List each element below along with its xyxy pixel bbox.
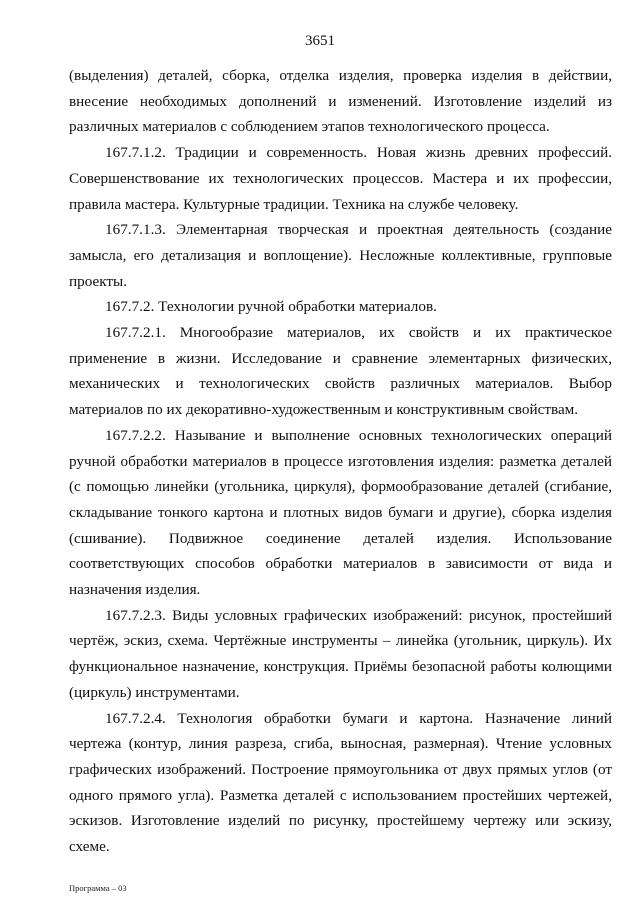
paragraph-167-7-2-1: 167.7.2.1. Многообразие материалов, их свойств и их практическое применение в жизни. Исследование и сравнение элементарных физических, механических и технологических свойств различных материалов. Выбор материалов по их декоративно-художественным и конструктивным свойствам. bbox=[69, 324, 612, 419]
paragraph-167-7-2-2: 167.7.2.2. Называние и выполнение основных технологических операций ручной обработки материалов в процессе изготовления изделия: разметка деталей (с помощью линейки (угольника, циркуля), формообразование деталей (сгибание, складывание тонкого картона и плотных видов бумаги и другие), сборка изделия (сшивание). Подвижное соединение деталей изделия. Использование соответствующих способов обработки материалов в зависимости от вида и назначения изделия. bbox=[69, 426, 612, 599]
page-number: 3651 bbox=[305, 33, 335, 49]
document-body bbox=[69, 63, 612, 860]
paragraph-continuation: (выделения) деталей, сборка, отделка изделия, проверка изделия в действии, внесение необходимых дополнений и изменений. Изготовление изделий из различных материалов с соблюдением этапов технологического процесса. bbox=[69, 67, 612, 136]
paragraph-167-7-2-3: 167.7.2.3. Виды условных графических изображений: рисунок, простейший чертёж, эскиз, схема. Чертёжные инструменты – линейка (угольник, циркуль). Их функциональное назначение, конструкция. Приёмы безопасной работы колющими (циркуль) инструментами. bbox=[69, 606, 612, 701]
paragraph-167-7-1-2: 167.7.1.2. Традиции и современность. Новая жизнь древних профессий. Совершенствование их технологических процессов. Мастера и их профессии, правила мастера. Культурные традиции. Техника на службе человеку. bbox=[69, 144, 612, 213]
section-heading-167-7-2: 167.7.2. Технологии ручной обработки материалов. bbox=[105, 298, 437, 316]
paragraph-167-7-2-4: 167.7.2.4. Технология обработки бумаги и картона. Назначение линий чертежа (контур, линия разреза, сгиба, выносная, размерная). Чтение условных графических изображений. Построение прямоугольника от двух прямых углов (от одного прямого угла). Разметка деталей с использованием простейших чертежей, эскизов. Изготовление изделий по рисунку, простейшему чертежу или эскизу, схеме. bbox=[69, 709, 612, 856]
footer-note: Программа – 03 bbox=[69, 883, 127, 893]
paragraph-167-7-1-3: 167.7.1.3. Элементарная творческая и проектная деятельность (создание замысла, его детализация и воплощение). Несложные коллективные, групповые проекты. bbox=[69, 221, 612, 290]
